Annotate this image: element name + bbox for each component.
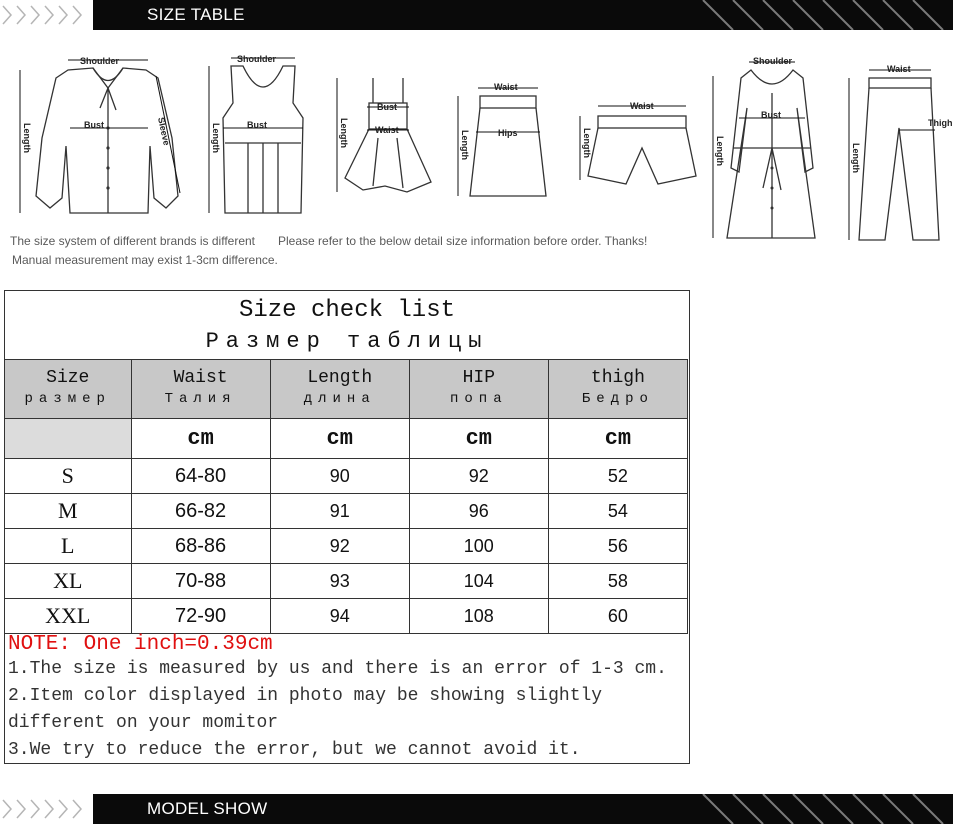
svg-text:Length: Length: [22, 123, 32, 153]
shorts-diagram: [568, 48, 698, 198]
length-cell: 92: [270, 529, 409, 564]
unit-cell: cm: [270, 419, 409, 459]
thigh-cell: 58: [548, 564, 687, 599]
size-cell: XXL: [5, 599, 132, 634]
note-line: different on your momitor: [8, 713, 279, 733]
table-row: [5, 564, 688, 599]
header-size: Size размер: [5, 360, 132, 419]
note-title: NOTE: One inch=0.39cm: [8, 633, 273, 656]
svg-text:Waist: Waist: [630, 101, 654, 111]
table-row: [5, 529, 688, 564]
unit-cell: cm: [409, 419, 548, 459]
vest-diagram: [193, 48, 313, 220]
svg-text:Length: Length: [851, 143, 861, 173]
header-thigh: thigh Бедро: [548, 360, 687, 419]
banner-bar: [93, 0, 953, 30]
table-row: [5, 494, 688, 529]
hip-cell: 108: [409, 599, 548, 634]
length-cell: 94: [270, 599, 409, 634]
unit-cell: cm: [548, 419, 687, 459]
svg-text:Sleeve: Sleeve: [156, 116, 172, 147]
header-length: Length длина: [270, 360, 409, 419]
waist-cell: 66-82: [131, 494, 270, 529]
header-row: [5, 360, 688, 419]
skirt-diagram: [448, 48, 563, 208]
size-cell: L: [5, 529, 132, 564]
size-table-banner: [0, 0, 953, 30]
stripes-decoration: [673, 794, 953, 824]
model-show-banner: [0, 794, 953, 824]
note-line: 3.We try to reduce the error, but we cannot avoid it.: [8, 740, 581, 760]
chevrons-decoration: [0, 0, 93, 30]
hip-cell: 100: [409, 529, 548, 564]
svg-text:Length: Length: [582, 128, 592, 158]
pants-diagram: [833, 48, 953, 248]
size-cell: XL: [5, 564, 132, 599]
svg-text:Bust: Bust: [377, 102, 397, 112]
svg-text:Waist: Waist: [494, 82, 518, 92]
thigh-cell: 56: [548, 529, 687, 564]
waist-cell: 68-86: [131, 529, 270, 564]
svg-text:Length: Length: [715, 136, 725, 166]
hip-cell: 96: [409, 494, 548, 529]
size-table-title: [5, 291, 689, 359]
size-check-list: [4, 290, 690, 764]
svg-text:Shoulder: Shoulder: [237, 54, 277, 64]
svg-text:Waist: Waist: [375, 125, 399, 135]
hip-cell: 104: [409, 564, 548, 599]
size-note-measurement: Manual measurement may exist 1-3cm difference.: [12, 253, 278, 267]
thigh-cell: 54: [548, 494, 687, 529]
note-line: 2.Item color displayed in photo may be showing slightly: [8, 686, 603, 706]
svg-text:Hips: Hips: [498, 128, 518, 138]
thigh-cell: 60: [548, 599, 687, 634]
stripes-decoration: [673, 0, 953, 30]
title-english: Size check list: [238, 297, 456, 324]
svg-text:Shoulder: Shoulder: [753, 56, 793, 66]
unit-cell: cm: [131, 419, 270, 459]
unit-row: [5, 419, 688, 459]
measurement-diagrams: [8, 48, 953, 248]
unit-cell: [5, 419, 132, 459]
size-cell: M: [5, 494, 132, 529]
coat-diagram: [703, 48, 828, 248]
waist-cell: 70-88: [131, 564, 270, 599]
svg-text:Thigh: Thigh: [928, 118, 953, 128]
waist-cell: 64-80: [131, 459, 270, 494]
title-russian: Размер таблицы: [205, 329, 489, 354]
waist-cell: 72-90: [131, 599, 270, 634]
size-table: [4, 359, 688, 634]
svg-text:Length: Length: [211, 123, 221, 153]
svg-text:Bust: Bust: [247, 120, 267, 130]
table-row: [5, 459, 688, 494]
banner-title: MODEL SHOW: [147, 799, 268, 818]
length-cell: 90: [270, 459, 409, 494]
table-row: [5, 599, 688, 634]
svg-text:Waist: Waist: [887, 64, 911, 74]
chevrons-decoration: [0, 794, 93, 824]
hip-cell: 92: [409, 459, 548, 494]
header-hip: HIP попа: [409, 360, 548, 419]
thigh-cell: 52: [548, 459, 687, 494]
header-waist: Waist Талия: [131, 360, 270, 419]
size-notes: [8, 633, 667, 764]
blouse-diagram: [8, 48, 188, 220]
size-note-refer: Please refer to the below detail size information before order. Thanks!: [278, 234, 648, 248]
svg-text:Shoulder: Shoulder: [80, 56, 120, 66]
length-cell: 91: [270, 494, 409, 529]
size-note-brands: The size system of different brands is different: [10, 234, 256, 248]
dress-diagram: [323, 48, 443, 208]
svg-text:Length: Length: [339, 118, 349, 148]
banner-title: SIZE TABLE: [147, 5, 245, 24]
length-cell: 93: [270, 564, 409, 599]
size-cell: S: [5, 459, 132, 494]
banner-bar: [93, 794, 953, 824]
svg-text:Bust: Bust: [84, 120, 104, 130]
note-line: 1.The size is measured by us and there is an error of 1-3 cm.: [8, 659, 667, 679]
svg-text:Length: Length: [460, 130, 470, 160]
svg-text:Bust: Bust: [761, 110, 781, 120]
